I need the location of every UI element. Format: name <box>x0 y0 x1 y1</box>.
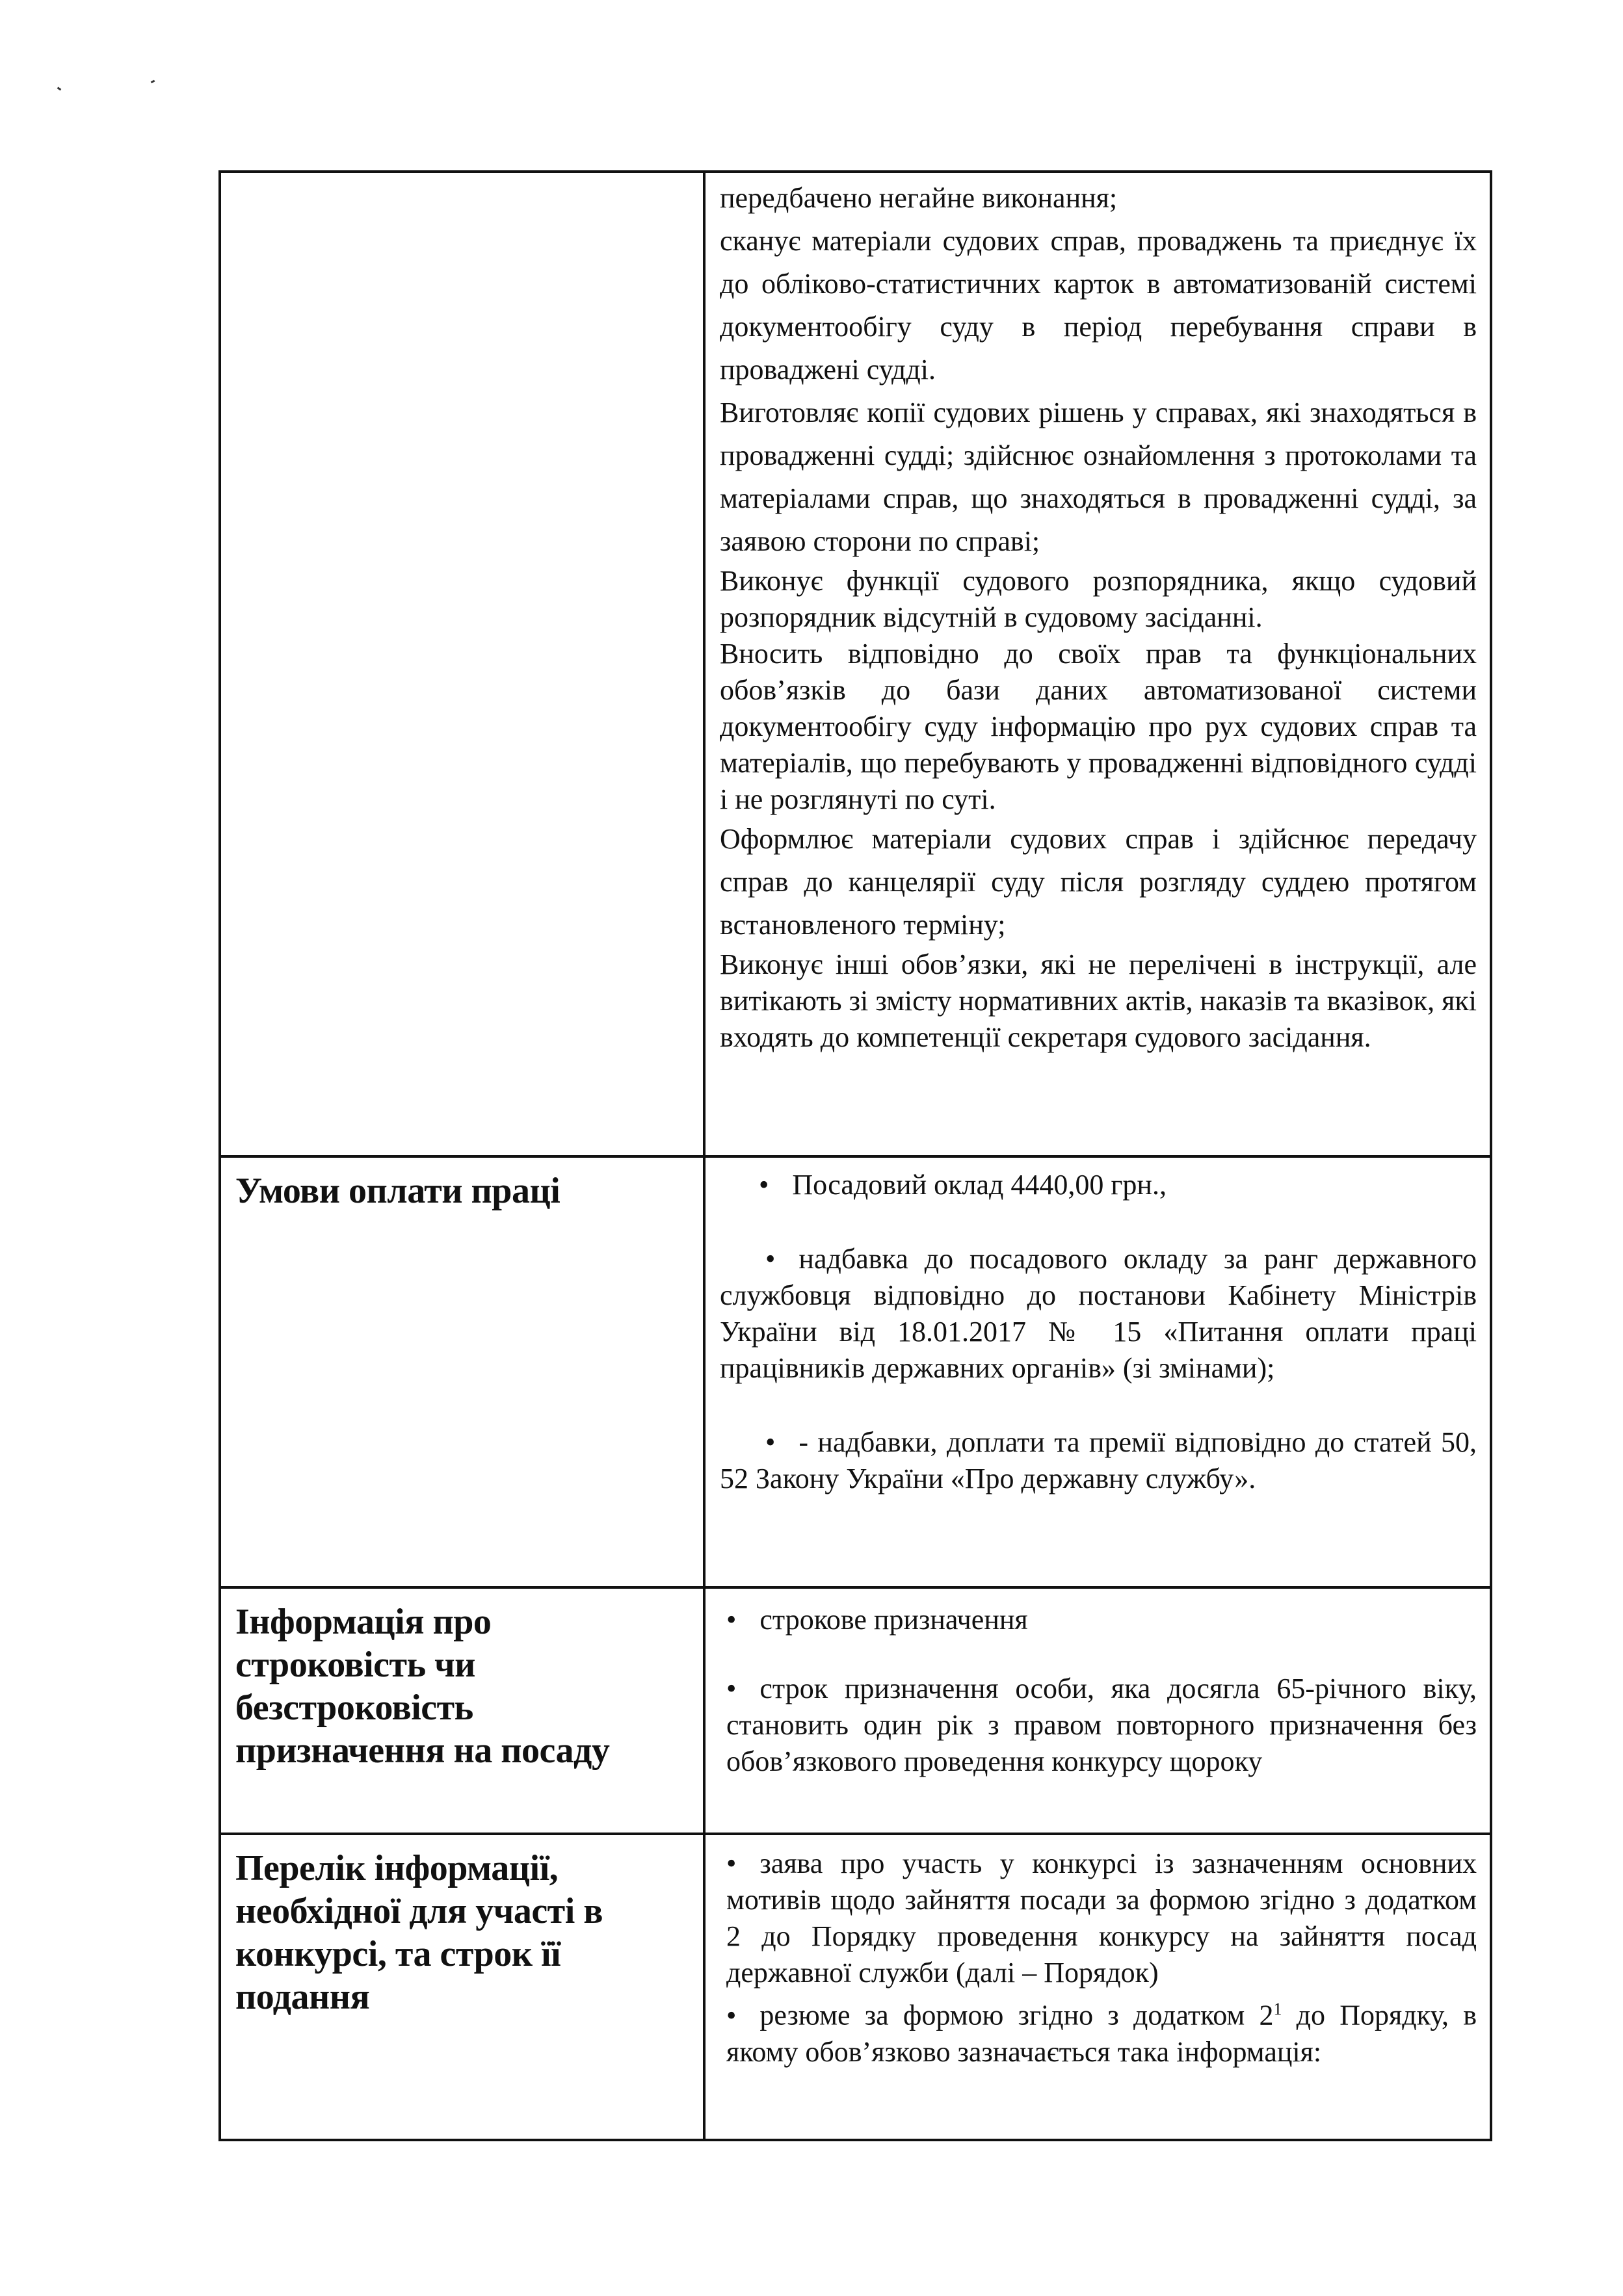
term-item: • строкове призначення <box>720 1593 1477 1638</box>
document-item: • заява про участь у конкурсі із зазначенням основних мотивів щодо зайняття посади за формою згідно з додатком 2 до Порядку проведення конкурсу на зайняття посад державної служби (далі – Порядок) <box>720 1839 1477 1991</box>
duty-paragraph: Виготовляє копії судових рішень у справах, які знаходяться в провадженні судді; здійснює ознайомлення з протоколами та матеріалами справ, що знаходяться в провадженні судді, за заявою сторони по справі; <box>720 397 1477 557</box>
label-cell <box>220 1156 704 1587</box>
table-row-term <box>220 1587 1491 1834</box>
scan-speck <box>151 80 155 84</box>
salary-item: • - надбавки, доплати та премії відповідно до статей 50, 52 Закону України «Про державну службу». <box>720 1424 1477 1497</box>
salary-item: • Посадовий оклад 4440,00 грн., <box>720 1162 1477 1203</box>
table-row-required-documents <box>220 1834 1491 2140</box>
duty-paragraph: Виконує інші обов’язки, які не перелічені в інструкції, але витікають зі змісту нормативних актів, наказів та вказівок, які входять до компетенції секретаря судового засідання. <box>720 948 1477 1053</box>
table-row-duties-continued <box>220 172 1491 1156</box>
content-cell <box>704 1587 1491 1834</box>
document-item: • резюме за формою згідно з додатком $2^1$ до Порядку, в якому обов’язково зазначається така інформація: <box>720 1991 1477 2070</box>
row-label-term: Інформація про строковість чи безстроковість призначення на посаду <box>235 1602 610 1771</box>
content-cell <box>704 172 1491 1156</box>
term-item: • строк призначення особи, яка досягла 65-річного віку, становить один рік з правом повторного призначення без обов’язкового проведення конкурсу щороку <box>720 1671 1477 1780</box>
label-cell <box>220 1834 704 2140</box>
row-label-documents: Перелік інформації, необхідної для участі в конкурсі, та строк її подання <box>235 1848 603 2017</box>
table-row-salary <box>220 1156 1491 1587</box>
duty-paragraph: Вносить відповідно до своїх прав та функціональних обов’язків до бази даних автоматизованої системи документообігу суду інформацію про рух судових справ та матеріалів, що перебувають у провадженні відповідного судді і не розглянуті по суті. <box>720 638 1477 815</box>
row-label-salary: Умови оплати праці <box>235 1171 561 1211</box>
vacancy-conditions-table <box>218 170 1492 2141</box>
label-cell <box>220 172 704 1156</box>
salary-item: • надбавка до посадового окладу за ранг державного службовця відповідно до постанови Кабінету Міністрів України від 18.01.2017 № 15 «Питання оплати праці працівників державних органів» (зі змінами); <box>720 1241 1477 1387</box>
duty-paragraph: передбачено негайне виконання; <box>720 182 1118 214</box>
scan-speck <box>57 87 62 91</box>
label-cell <box>220 1587 704 1834</box>
content-cell <box>704 1156 1491 1587</box>
content-cell <box>704 1834 1491 2140</box>
duty-paragraph: Виконує функції судового розпорядника, якщо судовий розпорядник відсутній в судовому засіданні. <box>720 565 1477 633</box>
duty-paragraph: сканує матеріали судових справ, проваджень та приєднує їх до обліково-статистичних карток в автоматизованій системі документообігу суду в період перебування справи в проваджені судді. <box>720 225 1477 385</box>
duty-paragraph: Оформлює матеріали судових справ і здійснює передачу справ до канцелярії суду після розгляду суддею протягом встановленого терміну; <box>720 823 1477 941</box>
